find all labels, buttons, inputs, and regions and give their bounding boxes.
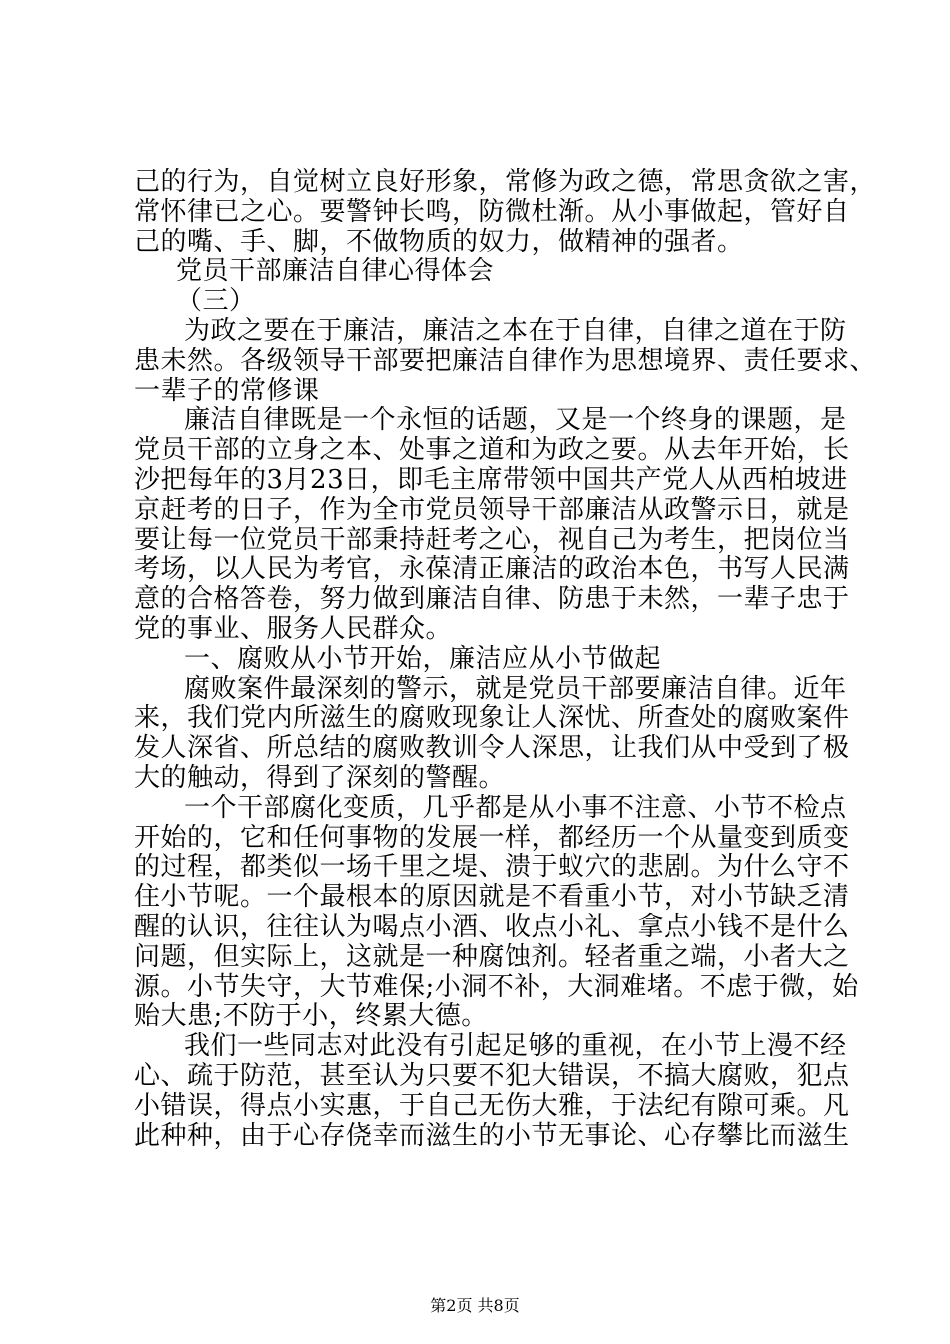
text-line: 党员干部的立身之本、处事之道和为政之要。从去年开始，长 <box>134 435 850 466</box>
page-footer <box>0 1293 950 1316</box>
text-line: 发人深省、所总结的腐败教训令人深思，让我们从中受到了极 <box>134 733 850 764</box>
text-line: 党的事业、服务人民群众。 <box>134 613 453 644</box>
text-line: 己的嘴、手、脚，不做物质的奴力，做精神的强者。 <box>134 226 744 257</box>
text-line: 问题，但实际上，这就是一种腐蚀剂。轻者重之端，小者大之 <box>134 941 850 972</box>
text-line: 来，我们党内所滋生的腐败现象让人深忧、所查处的腐败案件 <box>134 703 850 734</box>
paragraph <box>134 167 877 257</box>
text-line: 开始的，它和任何事物的发展一样，都经历一个从量变到质变 <box>134 822 850 853</box>
text-line: 心、疏于防范，甚至认为只要不犯大错误，不搞大腐败，犯点 <box>134 1060 850 1091</box>
text-line: 考场，以人民为考官，永葆清正廉洁的政治本色，书写人民满 <box>134 554 850 585</box>
text-line: 一辈子的常修课 <box>134 375 320 406</box>
paragraph <box>134 315 877 406</box>
text-line: 贻大患;不防于小，终累大德。 <box>134 1001 488 1032</box>
paragraph <box>134 405 850 644</box>
paragraph <box>134 1031 850 1151</box>
text-line: 一、腐败从小节开始，廉洁应从小节做起 <box>184 643 662 674</box>
paragraph <box>134 792 859 1032</box>
text-line: 党员干部廉洁自律心得体会 <box>176 256 495 287</box>
text-line: 要让每一位党员干部秉持赶考之心，视自己为考生，把岗位当 <box>134 524 850 555</box>
text-line: 住小节呢。一个最根本的原因就是不看重小节，对小节缺乏清 <box>134 882 850 913</box>
text-line: 大的触动，得到了深刻的警醒。 <box>134 762 506 793</box>
text-line: 腐败案件最深刻的警示，就是党员干部要廉洁自律。近年 <box>184 673 847 704</box>
section-heading <box>134 645 830 675</box>
text-line: 患未然。各级领导干部要把廉洁自律作为思想境界、责任要求、 <box>134 345 877 376</box>
text-line: 小错误，得点小实惠，于自己无伤大雅，于法纪有隙可乘。凡 <box>134 1090 850 1121</box>
text-line: 一个干部腐化变质，几乎都是从小事不注意、小节不检点 <box>184 792 847 823</box>
text-line: 的过程，都类似一场千里之堤、溃于蚁穴的悲剧。为什么守不 <box>134 852 850 883</box>
section-title <box>134 257 830 287</box>
document-body <box>134 167 877 1151</box>
text-line: 我们一些同志对此没有引起足够的重视，在小节上漫不经 <box>184 1031 847 1062</box>
text-line: 沙把每年的3月23日，即毛主席带领中国共产党人从西柏坡进 <box>134 464 848 495</box>
page-number: 第2页 共8页 <box>430 1296 520 1315</box>
text-line: （三） <box>176 286 256 317</box>
section-number <box>134 287 830 317</box>
paragraph <box>134 673 850 794</box>
text-line: 此种种，由于心存侥幸而滋生的小节无事论、心存攀比而滋生 <box>134 1120 850 1151</box>
text-line: 为政之要在于廉洁，廉洁之本在于自律，自律之道在于防 <box>184 315 847 346</box>
text-line: 醒的认识，往往认为喝点小酒、收点小礼、拿点小钱不是什么 <box>134 911 850 942</box>
text-line: 京赶考的日子，作为全市党员领导干部廉洁从政警示日，就是 <box>134 494 850 525</box>
text-line: 意的合格答卷，努力做到廉洁自律、防患于未然，一辈子忠于 <box>134 584 850 615</box>
text-line: 源。小节失守，大节难保;小洞不补，大洞难堵。不虑于微，始 <box>134 971 859 1002</box>
text-line: 己的行为，自觉树立良好形象，常修为政之德，常思贪欲之害， <box>134 167 877 197</box>
text-line: 廉洁自律既是一个永恒的话题，又是一个终身的课题，是 <box>184 405 847 436</box>
text-line: 常怀律已之心。要警钟长鸣，防微杜渐。从小事做起，管好自 <box>134 196 850 227</box>
